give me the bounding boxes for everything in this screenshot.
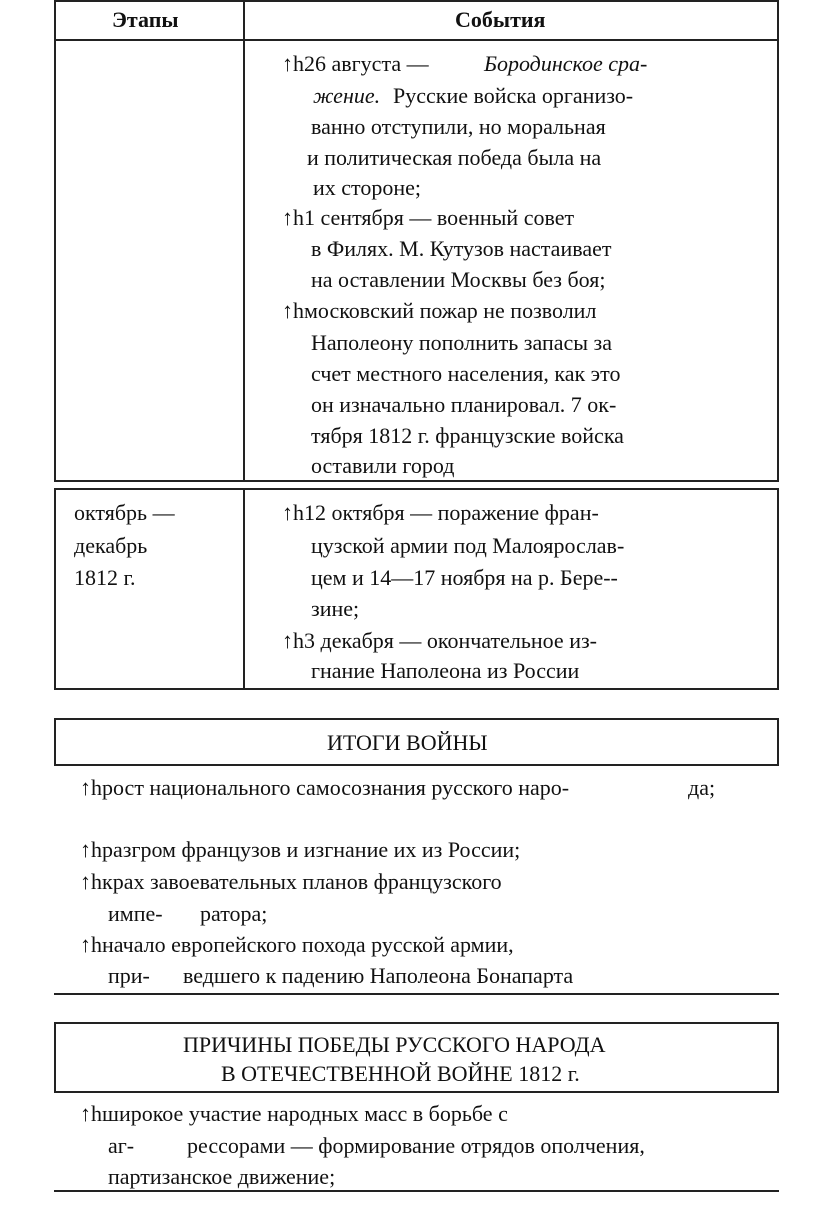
stage-line1: октябрь — [74,500,175,525]
results-right-border [777,718,779,766]
event-borodino-line5: их стороне; [313,175,422,200]
event-fili-line3: на оставлении Москвы без боя; [311,267,606,292]
result-2: ↑hразгром французов и изгнание их из России; [80,837,521,862]
event-maloyaroslavets-line4: зине; [311,596,360,621]
table-right-border [777,0,779,481]
event-expelled-line2: гнание Наполеона из России [311,658,580,683]
header-events: События [455,7,546,32]
event-borodino-line4: и политическая победа была на [307,145,602,170]
event-expelled-line1: ↑h3 декабря — окончательное из- [282,628,597,653]
event-borodino-line2-em: жение. [313,83,381,108]
event-fire-line2: Наполеону пополнить запасы за [311,330,612,355]
event-fire-line5: тября 1812 г. французские войска [311,423,624,448]
reason-1-line2a: аг- [108,1133,135,1158]
reason-1-line3: партизанское движение; [108,1164,336,1189]
table-column-divider-row2 [243,488,245,690]
results-title-divider [54,764,779,766]
header-stages: Этапы [112,7,179,32]
results-top-border [54,718,779,720]
reasons-left-border [54,1022,56,1093]
reasons-title-divider [54,1091,779,1093]
result-4-line2b: ведшего к падению Наполеона Бонапарта [183,963,574,988]
result-3-line2b: ратора; [200,901,268,926]
reasons-title-line2: В ОТЕЧЕСТВЕННОЙ ВОЙНЕ 1812 г. [221,1061,580,1086]
event-fire-line3: счет местного населения, как это [311,361,621,386]
table-header-divider [54,39,779,41]
reasons-top-border [54,1022,779,1024]
event-borodino-line2: Русские войска организо- [393,83,634,108]
event-borodino-line1-em: Бородинское сра- [484,51,648,76]
result-1a: ↑hрост национального самосознания русского наро- [80,775,570,800]
result-3-line1: ↑hкрах завоевательных планов французского [80,869,502,894]
event-fire-line4: он изначально планировал. 7 ок- [311,392,617,417]
reasons-title-line1: ПРИЧИНЫ ПОБЕДЫ РУССКОГО НАРОДА [183,1032,606,1057]
event-fire-line6: оставили город [311,453,455,478]
reasons-right-border [777,1022,779,1093]
stage-line3: 1812 г. [74,565,136,590]
reason-1-line2b: рессорами — формирование отрядов ополчения, [187,1133,645,1158]
event-fili-line2: в Филях. М. Кутузов настаивает [311,236,612,261]
results-title: ИТОГИ ВОЙНЫ [327,730,488,755]
results-left-border [54,718,56,766]
table-left-border [54,0,56,481]
results-bottom-border [54,993,779,995]
event-borodino-line3: ванно отступили, но моральная [311,114,606,139]
table-right-border-row2 [777,488,779,690]
result-3-line2a: импе- [108,901,163,926]
table-column-divider [243,0,245,481]
table-row2-top-border [54,488,779,490]
event-maloyaroslavets-line1: ↑h12 октября — поражение фран- [282,500,599,525]
result-4-line2a: при- [108,963,150,988]
event-maloyaroslavets-line3: цем и 14—17 ноября на р. Бере-- [311,565,618,590]
table-left-border-row2 [54,488,56,690]
result-4-line1: ↑hначало европейского похода русской армии, [80,932,514,957]
event-fili-line1: ↑h1 сентября — военный совет [282,205,575,230]
table-bottom-border [54,688,779,690]
event-maloyaroslavets-line2: цузской армии под Малоярослав- [311,533,625,558]
event-borodino-line1: ↑h26 августа — [282,51,429,76]
result-1b: да; [688,775,716,800]
table-top-border [54,0,779,2]
reason-1-line1: ↑hширокое участие народных масс в борьбе с [80,1101,508,1126]
stage-line2: декабрь [74,533,148,558]
event-fire-line1: ↑hмосковский пожар не позволил [282,298,597,323]
